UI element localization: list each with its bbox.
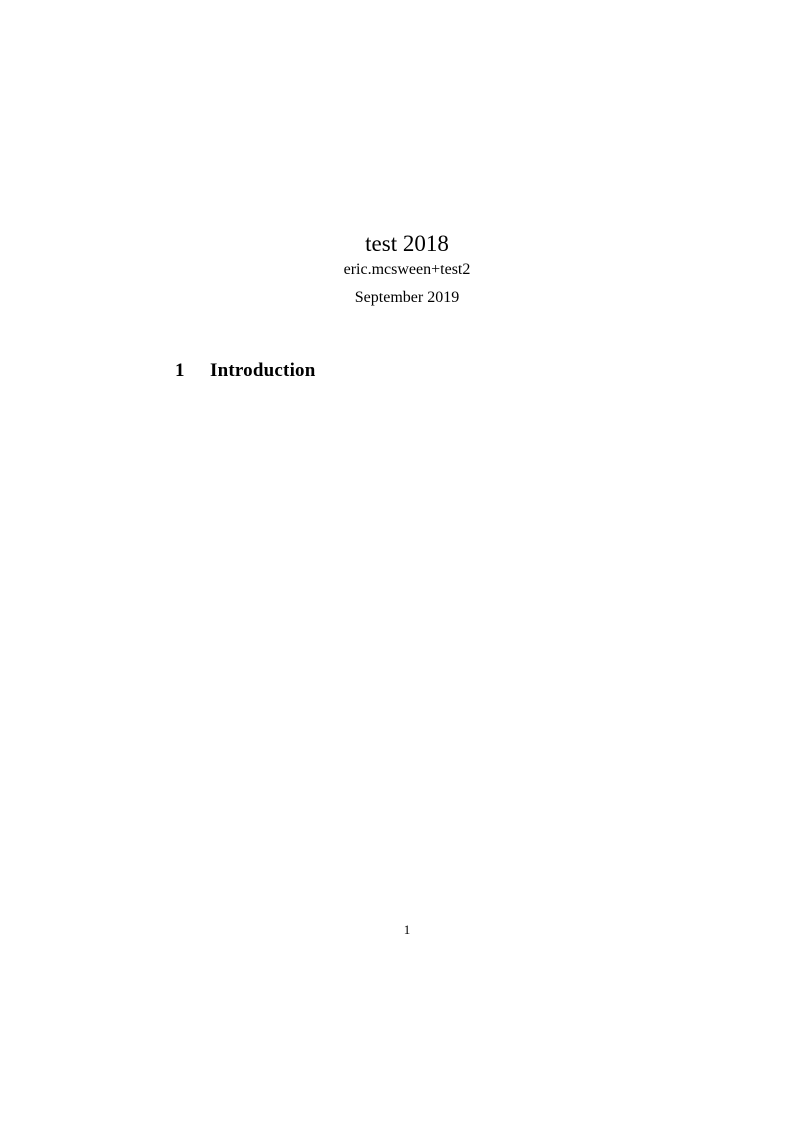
document-title: test 2018 [365,231,449,257]
section-heading [175,361,316,382]
page-number: 1 [403,922,411,937]
document-date: September 2019 [354,289,460,306]
document-author: eric.mcsween+test2 [343,261,471,278]
section-number: 1 [175,359,185,381]
section-title: Introduction [210,359,316,381]
